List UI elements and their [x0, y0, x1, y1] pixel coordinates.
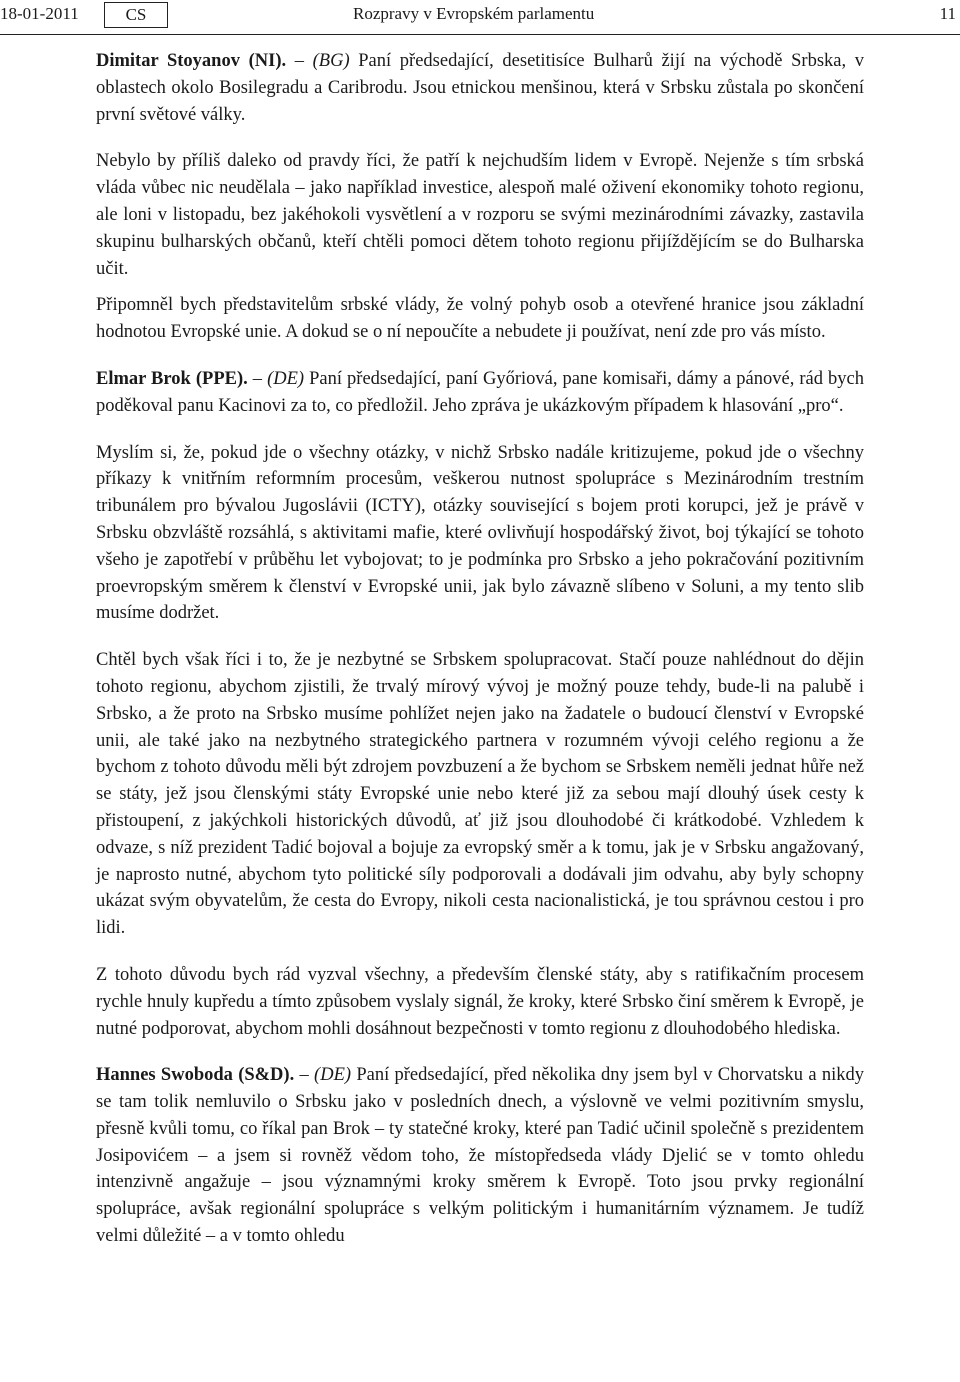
header-date: 18-01-2011 [0, 4, 79, 23]
page-number: 11 [939, 4, 956, 23]
paragraph: Z tohoto důvodu bych rád vyzval všechny, a především členské státy, aby s ratifikačním procesem rychle hnuly kupředu a tímto způsobem vyslaly signál, že kroky, které Srbsko činí směrem k Evropě, je nutné podporovat, abychom mohli dosáhnout bezpečnosti v tomto regionu z dlouhodobého hlediska. [96, 964, 864, 1039]
language-tag: (DE) [314, 1065, 352, 1086]
header-title: Rozpravy v Evropském parlamentu [353, 4, 595, 23]
speech-dash: – [247, 368, 268, 389]
speech-text: Paní předsedající, před několika dny jsem byl v Chorvatsku a nikdy se tam tolik nemluvilo o Srbsku jako v posledních dnech, a výslovně ve velmi pozitivním smyslu, přesně kvůli tomu, co říkal pan Brok – ty statečné kroky, které pan Tadić učinil společně s prezidentem Josipovićem – a jsem si rovněž vědom toho, že místopředseda vlády Djelić se v tomto ohledu intenzivně angažuje – jsou významnými kroky směrem k Evropě. Toto jsou prvky regionální spolupráce, avšak regionální spolupráce s velkým politickým i humanitárním významem. Je tudíž velmi důležité – a v tomto ohledu [96, 1065, 864, 1247]
paragraph: Myslím si, že, pokud jde o všechny otázky, v nichž Srbsko nadále kritizujeme, pokud jde o všechny příkazy k vnitřním reformním procesům, veškerou nutnost spolupráce s Mezinárodním trestním tribunálem pro bývalou Jugoslávii (ICTY), otázky související s bojem proti korupci, jež je právě v Srbsku obzvláště rozsáhlá, s aktivitami mafie, které ovlivňují hospodářský život, boj týkající se tohoto všeho je zapotřebí v průběhu let vybojovat; to je podmínka pro Srbsko a jeho pokračování pozitivním proevropským směrem k členství v Evropské unii, jak bylo závazně slíbeno v Soluni, a my tento slib musíme dodržet. [96, 442, 864, 624]
speech-text: Paní předsedající, desetitisíce Bulharů žijí na východě Srbska, v oblastech okolo Bosilegradu a Caribrodu. Jsou etnickou menšinou, která v Srbsku zůstala po skončení první světové války. [96, 51, 865, 125]
paragraph-speech-stoyanov [96, 48, 864, 128]
paragraph: Nebylo by příliš daleko od pravdy říci, že patří k nejchudším lidem v Evropě. Nejenže s tím srbská vláda vůbec nic neudělala – jako například investice, alespoň malé oživení ekonomiky tohoto regionu, ale loni v listopadu, bez jakéhokoli vysvětlení a v rozporu se svými mezinárodními závazky, zastavila skupinu bulharských občanů, kteří chtěli pomoci dětem tohoto regionu přijíždějícím se do Bulharska učit. [96, 151, 864, 279]
paragraph-speech-brok [96, 366, 864, 420]
speaker-name: Elmar Brok (PPE). [96, 368, 248, 389]
speech-dash: – [286, 51, 313, 71]
page-header [0, 0, 960, 35]
speech-dash: – [294, 1065, 315, 1086]
language-badge: CS [104, 2, 168, 28]
language-tag: (DE) [267, 368, 305, 389]
speech-text: Paní předsedající, paní Győriová, pane komisaři, dámy a pánové, rád bych poděkoval panu Kacinovi za to, co předložil. Jeho zpráva je ukázkovým případem k hlasování „pro“. [96, 368, 865, 416]
speaker-name: Hannes Swoboda (S&D). [96, 1065, 295, 1086]
document-body [96, 48, 864, 1270]
paragraph: Chtěl bych však říci i to, že je nezbytné se Srbskem spolupracovat. Stačí pouze nahlédnout do dějin tohoto regionu, abychom zjistili, že trvalý mírový vývoj je možný pouze tehdy, bude-li na palubě i Srbsko, a že proto na Srbsko musíme pohlížet nejen jako na žadatele o budoucí členství v Evropské unii, ale také jako na nezbytného strategického partnera v rozumném vývoji celého regionu a že bychom z tohoto důvodu měli být zdrojem povzbuzení a že bychom se Srbskem neměli jednat hůře než se státy, jež jsou členskými státy Evropské unie nebo které již za sebou mají dlouhý úsek cesty k přistoupení, z jakýchkoli historických důvodů, ať již jsou dlouhodobé či krátkodobé. Vzhledem k odvaze, s níž prezident Tadić bojoval a bojuje za evropský směr a k tomu, jak je v Srbsku angažovaný, je naprosto nutné, abychom tyto politické síly podporovali a dodávali jim odvahu, aby byly schopny ukázat svým obyvatelům, že cesta do Evropy, nikoli cesta nacionalistická, je tou správnou cestou i pro lidi. [96, 650, 864, 939]
paragraph-speech-swoboda [96, 1062, 864, 1250]
paragraph: Připomněl bych představitelům srbské vlády, že volný pohyb osob a otevřené hranice jsou základní hodnotou Evropské unie. A dokud se o ní nepoučíte a nebudete ji používat, není zde pro vás místo. [96, 295, 864, 343]
language-tag: (BG) [312, 51, 350, 71]
speaker-name: Dimitar Stoyanov (NI). [96, 51, 287, 71]
